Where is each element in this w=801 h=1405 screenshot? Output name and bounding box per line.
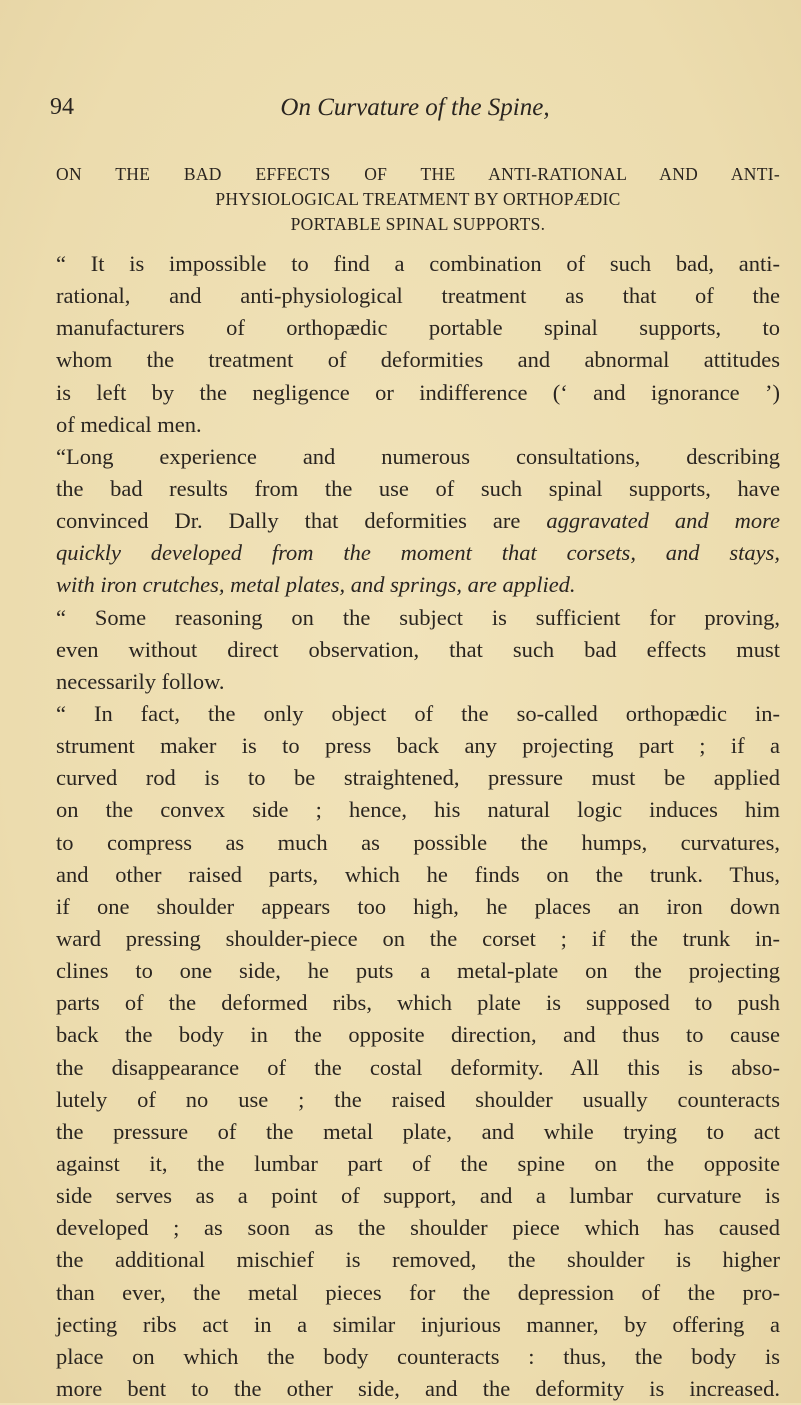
- text-line: [56, 634, 780, 666]
- text-segment: back the body in the opposite direction, and thus to cause: [56, 1022, 780, 1048]
- text-line: [56, 762, 780, 794]
- text-line: [56, 666, 780, 698]
- text-segment: clines to one side, he puts a metal-plate on the projecting: [56, 958, 780, 984]
- heading-line: PORTABLE SPINAL SUPPORTS.: [290, 214, 546, 234]
- text-segment: place on which the body counteracts : thus, the body is: [56, 1343, 780, 1369]
- text-segment: against it, the lumbar part of the spine on the opposite: [56, 1150, 780, 1176]
- section-heading: [56, 162, 780, 237]
- text-line: [56, 923, 780, 955]
- text-line: [56, 377, 780, 409]
- text-segment: “ In fact, the only object of the so-called orthopædic in-: [56, 700, 780, 726]
- italic-text: with iron crutches, metal plates, and springs, are applied.: [56, 572, 576, 598]
- text-line: [56, 698, 780, 730]
- body-text: [56, 248, 780, 1405]
- text-line: [56, 1277, 780, 1309]
- page-number: 94: [50, 94, 74, 120]
- text-segment: more bent to the other side, and the deformity is increased.: [56, 1375, 780, 1401]
- text-segment: rational, and anti-physiological treatment as that of the: [56, 283, 780, 309]
- text-line: [56, 859, 780, 891]
- text-line: [56, 537, 780, 569]
- running-head: [50, 94, 780, 128]
- text-line: [56, 1309, 780, 1341]
- text-segment: to compress as much as possible the humps, curvatures,: [56, 829, 780, 855]
- text-segment: the disappearance of the costal deformity. All this is abso-: [56, 1054, 780, 1080]
- text-line: [56, 441, 780, 473]
- text-segment: is left by the negligence or indifference (‘ and ignorance ’): [56, 379, 780, 405]
- text-line: [56, 248, 780, 280]
- text-segment: the additional mischief is removed, the shoulder is higher: [56, 1247, 780, 1273]
- text-line: [56, 730, 780, 762]
- text-line: [56, 1341, 780, 1373]
- text-segment: curved rod is to be straightened, pressure must be applied: [56, 765, 780, 791]
- italic-text: quickly developed from the moment that corsets, and stays,: [56, 540, 780, 566]
- text-line: [56, 794, 780, 826]
- text-line: [56, 1019, 780, 1051]
- text-segment: necessarily follow.: [56, 668, 225, 694]
- text-segment: strument maker is to press back any projecting part ; if a: [56, 733, 780, 759]
- text-segment: side serves as a point of support, and a lumbar curvature is: [56, 1183, 780, 1209]
- text-segment: and other raised parts, which he finds on the trunk. Thus,: [56, 861, 780, 887]
- text-line: [56, 1084, 780, 1116]
- heading-line: ON THE BAD EFFECTS OF THE ANTI-RATIONAL AND ANTI-: [56, 164, 780, 184]
- text-line: [56, 891, 780, 923]
- text-line: [56, 473, 780, 505]
- text-line: [56, 1180, 780, 1212]
- text-segment: convinced Dr. Dally that deformities are: [56, 508, 547, 534]
- text-line: [56, 1244, 780, 1276]
- italic-text: aggravated and more: [546, 508, 781, 534]
- text-line: [56, 280, 780, 312]
- text-line: [56, 312, 780, 344]
- text-segment: on the convex side ; hence, his natural logic induces him: [56, 797, 780, 823]
- text-segment: “ It is impossible to find a combination of such bad, anti-: [56, 251, 780, 276]
- text-segment: than ever, the metal pieces for the depression of the pro-: [56, 1279, 780, 1305]
- text-line: [56, 344, 780, 376]
- text-segment: if one shoulder appears too high, he places an iron down: [56, 893, 780, 919]
- text-segment: “ Some reasoning on the subject is sufficient for proving,: [56, 604, 780, 630]
- text-line: [56, 569, 780, 601]
- text-segment: lutely of no use ; the raised shoulder usually counteracts: [56, 1086, 780, 1112]
- running-title: On Curvature of the Spine,: [280, 94, 550, 121]
- text-segment: the bad results from the use of such spinal supports, have: [56, 475, 780, 501]
- text-segment: “Long experience and numerous consultations, describing: [56, 443, 780, 469]
- text-line: [56, 1373, 780, 1405]
- text-line: [56, 827, 780, 859]
- text-line: [56, 1212, 780, 1244]
- text-line: [56, 1148, 780, 1180]
- text-line: [56, 1052, 780, 1084]
- text-segment: manufacturers of orthopædic portable spinal supports, to: [56, 315, 780, 341]
- text-segment: parts of the deformed ribs, which plate is supposed to push: [56, 990, 780, 1016]
- text-line: [56, 955, 780, 987]
- text-segment: developed ; as soon as the shoulder piece which has caused: [56, 1215, 780, 1241]
- text-segment: of medical men.: [56, 411, 202, 437]
- text-segment: jecting ribs act in a similar injurious manner, by offering a: [56, 1311, 780, 1337]
- text-line: [56, 987, 780, 1019]
- heading-line: PHYSIOLOGICAL TREATMENT BY ORTHOPÆDIC: [215, 189, 621, 209]
- text-line: [56, 505, 780, 537]
- text-line: [56, 409, 780, 441]
- text-segment: whom the treatment of deformities and abnormal attitudes: [56, 347, 780, 373]
- text-segment: ward pressing shoulder-piece on the corset ; if the trunk in-: [56, 925, 780, 951]
- text-segment: the pressure of the metal plate, and while trying to act: [56, 1118, 780, 1144]
- text-line: [56, 1116, 780, 1148]
- text-segment: even without direct observation, that such bad effects must: [56, 636, 780, 662]
- text-line: [56, 602, 780, 634]
